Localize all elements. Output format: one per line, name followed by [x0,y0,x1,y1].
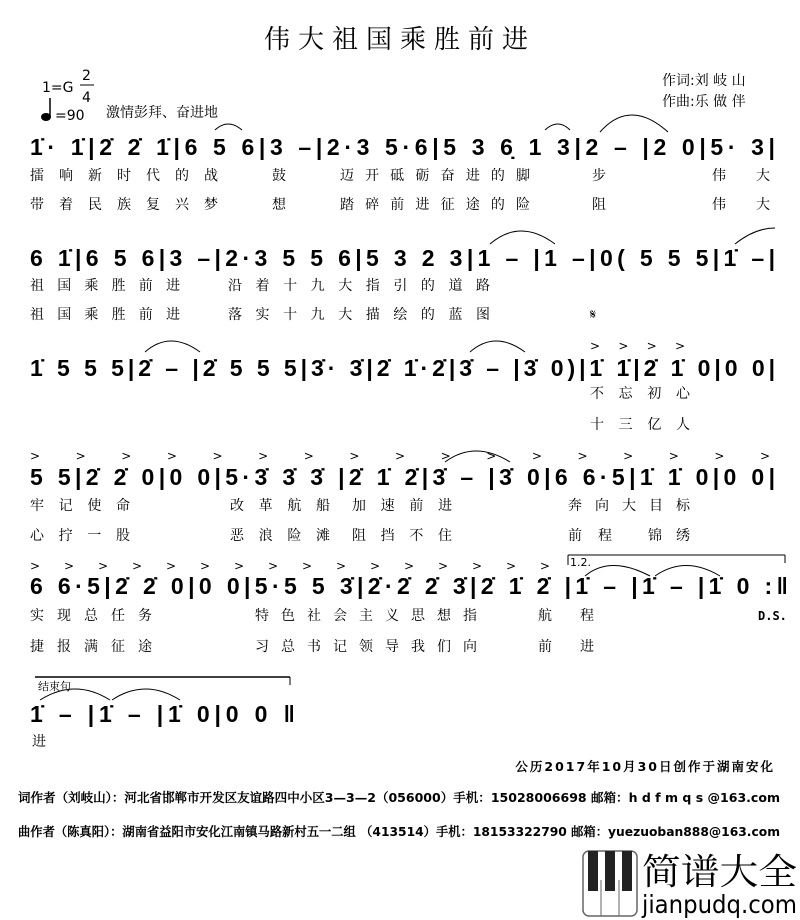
lyric: 捷报满征途 [30,639,152,655]
lyric: 祖国乘胜前进 [30,278,180,294]
composer-credit: 作曲:乐 做 伴 [662,94,746,110]
lyric: 不忘初心 [590,386,690,402]
lyric: 鼓 [272,168,286,184]
composer-contact: 曲作者（陈真阳）：湖南省益阳市安化江南镇马路新村五一二组 （413514）手机：18153322790 邮箱：yuezuoban888@163.com [18,824,780,839]
lyric: 程 [580,608,594,624]
lyric: 进 [580,639,594,655]
tie [490,231,555,244]
lyric: 实现总任务 [30,608,152,624]
lyric: 擂响新时代的战 [30,168,218,184]
expression-mark: 激情彭拜、奋进地 [106,105,218,121]
accent-marks: > > > > > > > > > > > > > > > > > [30,449,770,463]
lyric: 改革航船 [230,498,330,514]
segno-sign: 𝄋 [590,307,597,323]
lyric: 阻 [592,197,606,213]
accent-marks: > > > > > > > > > > > > > > > > [30,559,550,573]
notation-row-2: 6 1̇|6 5 6|3 –|2·3 5 5 6|5 3 2 3|1 – |1 –|0( 5 5 5|1̇ –| [30,245,776,271]
dal-segno-mark: D.S. [758,609,787,623]
lyric: 锦绣 [648,528,690,544]
lyric: 奔向大目标 [568,498,690,514]
composition-date: 公历2017年10月30日创作于湖南安化 [515,759,775,774]
notation-row-3: 1̇ 5 5 5|2̇ – |2̇ 5 5 5|3̇· 3̇|2̇ 1̇·2̇|3̇ – |3̇ 0)|1̇ 1̇|2̇ 1̇ 0|0 0| [30,355,776,381]
lyric: 恶浪险滩 [230,528,330,544]
slur [215,124,242,130]
notation-row-1: 1̇· 1̇|2̇ 2̇ 1̇|6 5 6|3 –|2·3 5·6|5 3 6̣ 1 3|2 – |2 0|5· 3| [30,134,775,160]
lyric: 心拧一股 [30,528,130,544]
logo-domain: jianpudq.com [641,890,797,919]
lyric: 伟大 [712,168,770,184]
logo-name: 简谱大全 [642,852,797,893]
lyric: 加速前进 [352,498,452,514]
notation-row-5: 6 6·5|2̇ 2̇ 0|0 0|5·5 5 3̇|2̇·2̇ 2̇ 3̇|2̇ 1̇ 2̇ |1̇ – |1̇ – |1̇ 0 :‖ [30,573,788,599]
lyric: 带着民族复兴梦 [30,197,218,213]
lyric: 阻挡不住 [352,528,452,544]
lyric: 习总书记领导我们向 [255,639,477,655]
song-title: 伟大祖国乘胜前进 [263,25,537,55]
tie [145,341,200,352]
tie [445,451,510,462]
lyric: 特色社会主义思想指 [255,608,477,624]
volta-label: 1.2. [570,556,591,569]
time-signature-top: 2 [82,68,91,84]
notation-row-6: 1̇ – |1̇ – |1̇ 0|0 0 ‖ [30,701,295,727]
tie [112,689,180,700]
lyric: 十三亿人 [590,417,690,433]
lyricist-contact: 词作者（刘岐山）：河北省邯郸市开发区友谊路四中小区3—3—2（056000）手机：15028006698 邮箱：h d f m q s @163.com [18,790,780,805]
lyric: 沿着十九大指引的道路 [228,278,490,294]
lyric: 落实十九大描绘的蓝图 [228,307,490,323]
lyricist-credit: 作词:刘 岐 山 [662,73,746,89]
lyric: 踏碎前进征途的险 [340,197,530,213]
coda-label: 结束句 [38,680,71,693]
time-signature-bottom: 4 [82,90,91,106]
lyric: 进 [32,734,46,750]
lyric: 想 [272,197,286,213]
site-logo [583,851,797,919]
tie [600,115,668,132]
tie [735,228,775,244]
quarter-note-icon [41,98,51,121]
lyric: 伟大 [712,197,770,213]
lyric: 前 [538,639,552,655]
slur [545,124,570,130]
lyric: 前程 [568,528,612,544]
lyric: 祖国乘胜前进 [30,307,180,323]
piano-keys-icon [583,851,637,916]
lyric: 牢记使命 [30,498,130,514]
lyric: 迈开砥砺奋进的脚 [340,168,530,184]
accent-marks: > > > > [590,339,685,353]
tie [470,341,525,352]
lyric: 航 [538,608,552,624]
notation-row-4: 5 5|2̇ 2̇ 0|0 0|5·3̇ 3̇ 3̇ |2̇ 1̇ 2̇|3̇ – |3̇ 0|6 6·5|1̇ 1̇ 0|0 0| [30,464,776,490]
lyric: 步 [592,168,606,184]
key-signature: 1=G [42,80,74,96]
tempo: =90 [55,108,85,124]
